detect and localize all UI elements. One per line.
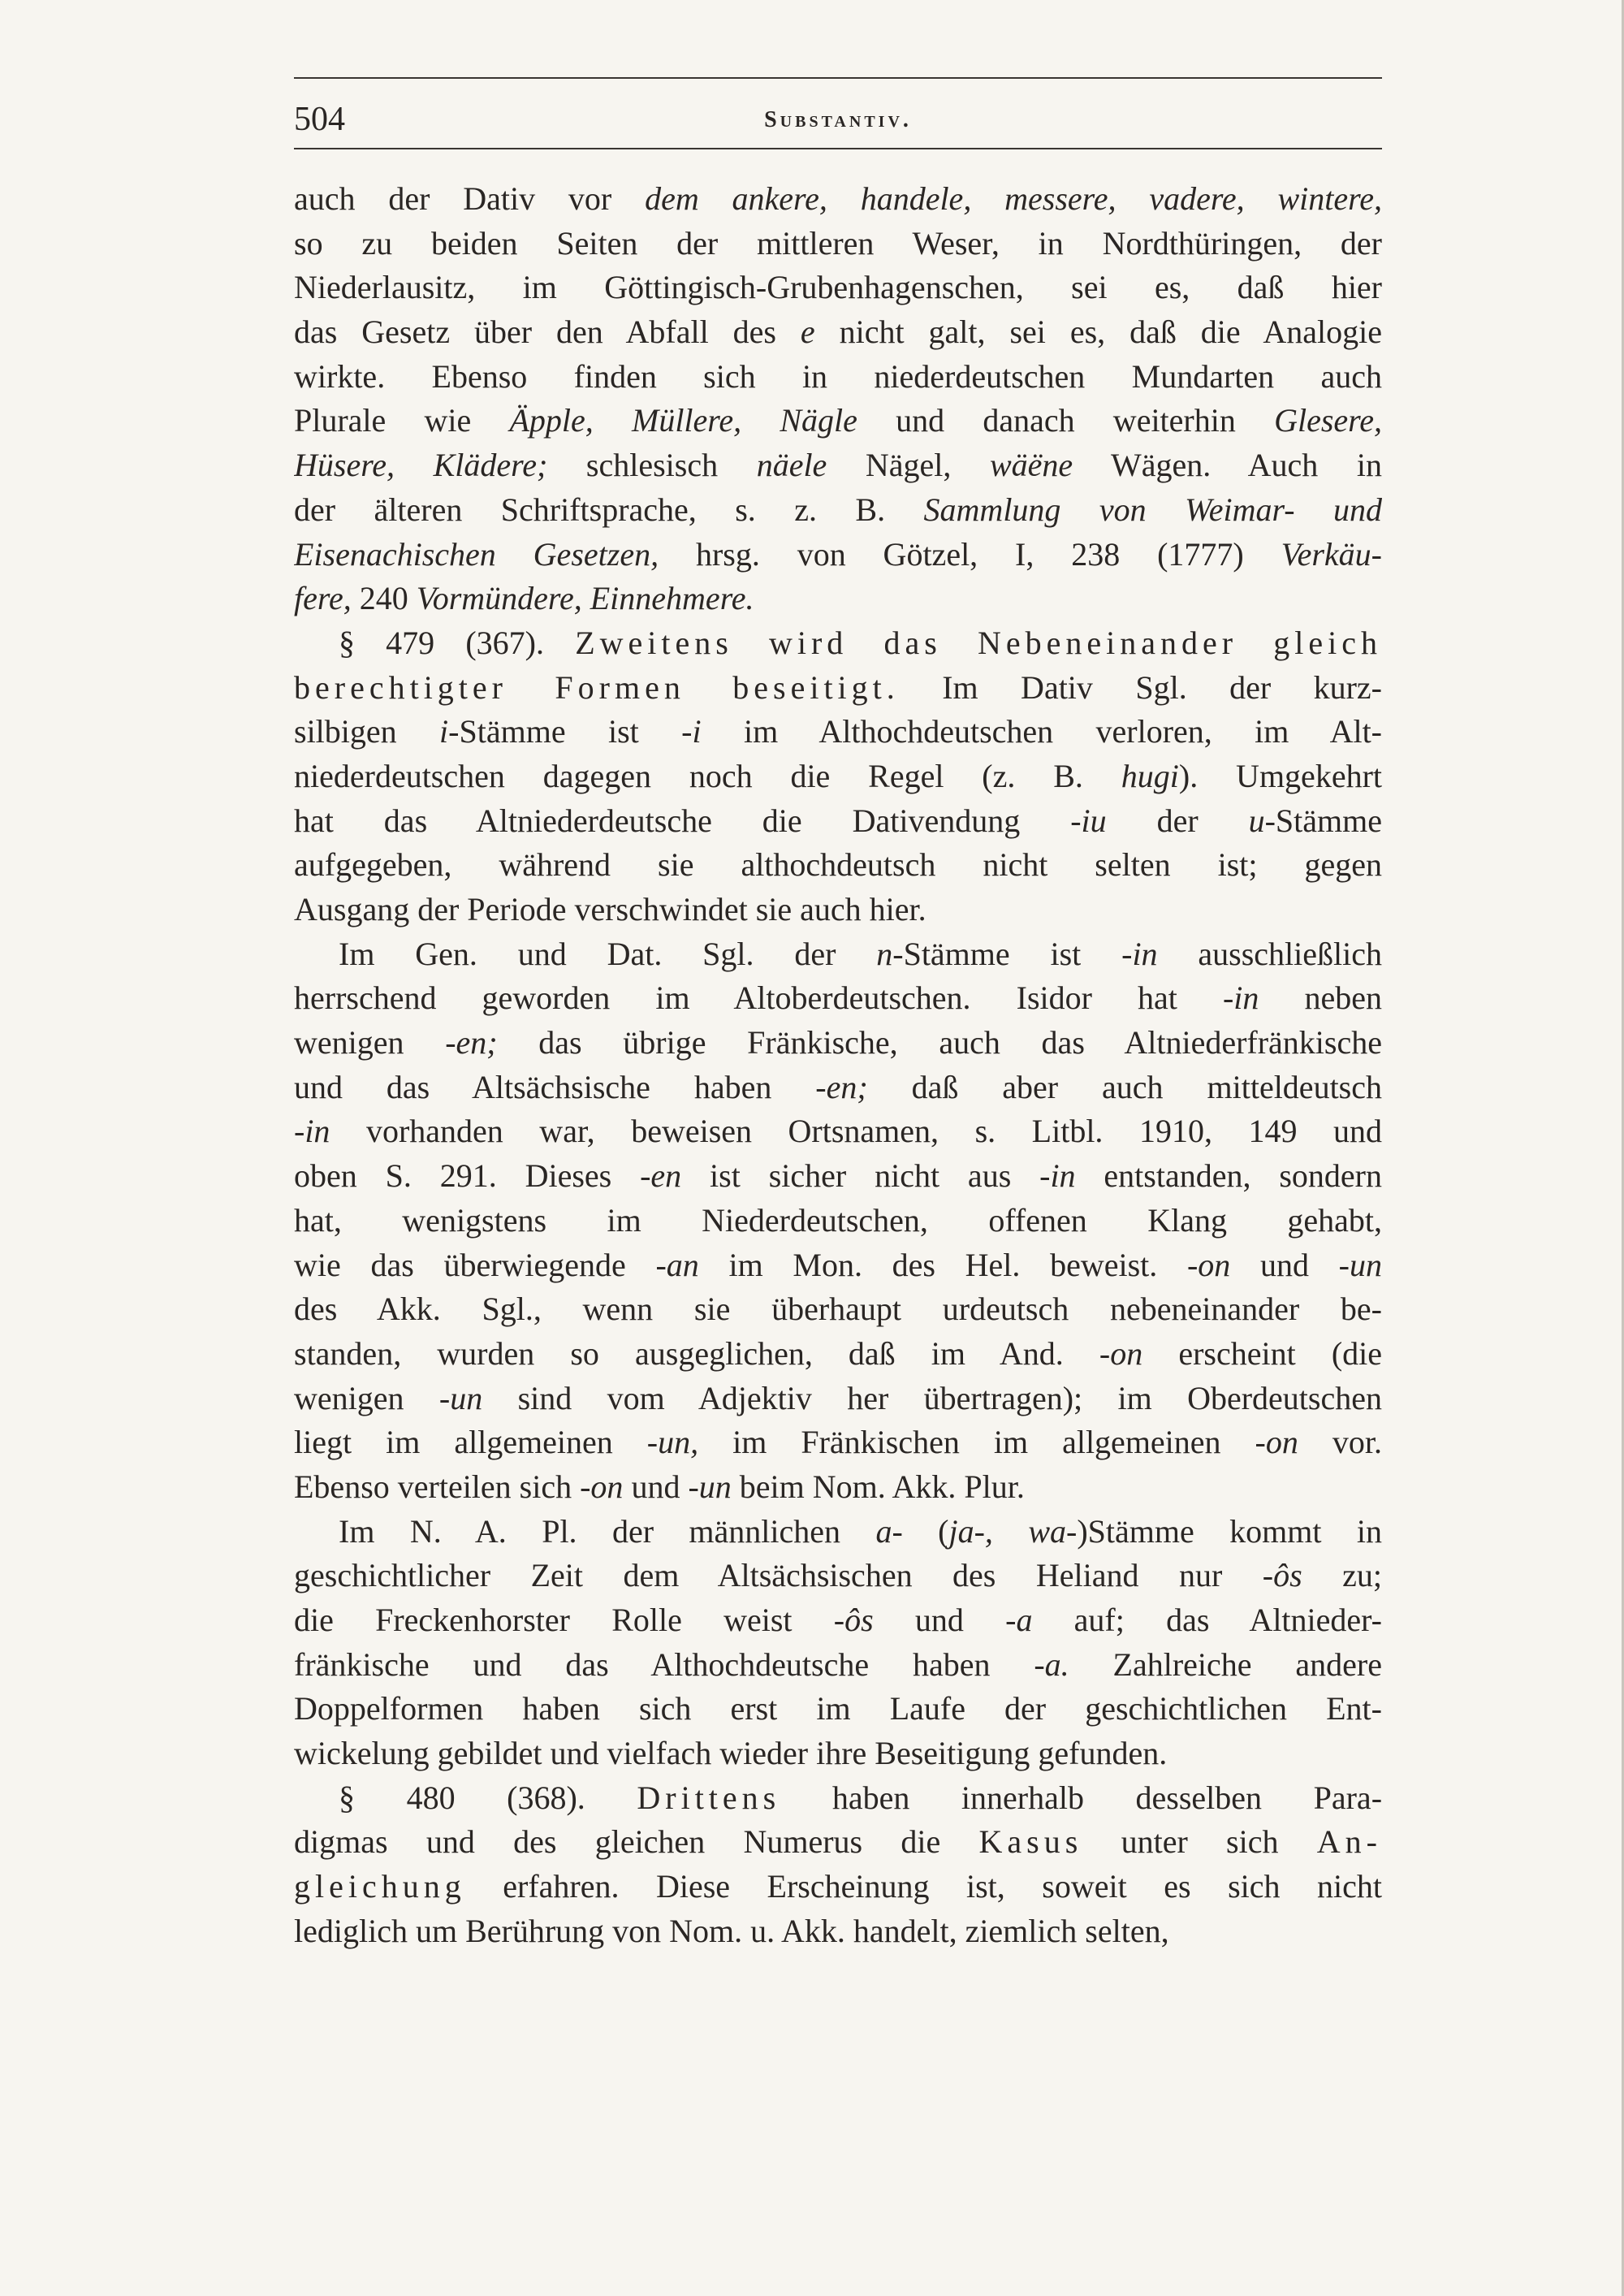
italic-segment: -on — [1099, 1334, 1143, 1372]
text-segment: silbigen — [294, 713, 440, 750]
text-line — [294, 1732, 1382, 1776]
italic-segment: -un, — [646, 1424, 699, 1461]
text-line — [294, 976, 1382, 1021]
text-segment: Im N. A. Pl. der männlichen — [339, 1512, 876, 1550]
italic-segment: -ôs — [1262, 1557, 1302, 1594]
italic-segment: -un — [688, 1468, 732, 1505]
text-segment: aufgegeben, während sie althochdeutsch nicht selten ist; gegen — [294, 846, 1382, 884]
italic-segment: -ôs — [833, 1602, 874, 1638]
text-segment: das Gesetz über den Abfall des — [294, 313, 801, 351]
italic-segment: e — [800, 313, 815, 351]
text-segment: ( — [902, 1512, 949, 1550]
text-line — [294, 310, 1382, 355]
italic-segment: -en; — [445, 1024, 498, 1062]
spaced-segment: Drittens — [637, 1779, 781, 1816]
text-segment: herrschend geworden im Altoberdeutschen. Isidor hat — [294, 979, 1223, 1017]
text-line — [294, 932, 1382, 977]
text-line — [294, 843, 1382, 888]
running-head: Substantiv. — [764, 107, 912, 132]
text-segment: sind vom Adjektiv her übertragen); im Oberdeutschen — [482, 1379, 1382, 1416]
italic-segment: Hüsere, Klädere; — [294, 447, 548, 484]
text-line — [294, 577, 1382, 621]
italic-segment: Eisenachischen Gesetzen, — [294, 535, 659, 573]
page-header — [294, 96, 1382, 141]
text-segment: des Akk. Sgl., wenn sie überhaupt urdeutsch nebeneinander be- — [294, 1291, 1382, 1328]
text-segment: -Stämme ist — [448, 713, 682, 750]
text-segment: wirkte. Ebenso finden sich in niederdeutschen Mundarten auch — [294, 357, 1382, 395]
text-segment: Zahlreiche andere — [1069, 1645, 1382, 1683]
text-line — [294, 1465, 1382, 1510]
italic-segment: -en; — [815, 1068, 868, 1105]
text-segment: oben S. 291. Dieses — [294, 1157, 641, 1195]
text-line — [294, 666, 1382, 711]
italic-segment: Sammlung von Weimar- und — [923, 491, 1382, 528]
italic-segment: -in — [1039, 1157, 1076, 1195]
text-segment: Nägel, — [827, 447, 990, 484]
text-segment: Wägen. Auch in — [1073, 447, 1382, 484]
italic-segment: -i — [681, 713, 702, 750]
text-segment: ). Umgekehrt — [1178, 757, 1382, 794]
italic-segment: -a. — [1034, 1645, 1069, 1683]
text-segment: und — [1230, 1246, 1339, 1283]
italic-segment: näele — [756, 447, 827, 484]
text-line — [294, 1865, 1382, 1909]
italic-segment: fere, — [294, 580, 352, 617]
text-line — [294, 1776, 1382, 1821]
text-line — [294, 1510, 1382, 1554]
text-segment: haben innerhalb desselben Para- — [780, 1779, 1382, 1816]
text-segment: erfahren. Diese Erscheinung ist, soweit es sich nicht — [465, 1868, 1382, 1905]
text-segment: schlesisch — [547, 447, 757, 484]
text-segment: unter sich — [1082, 1823, 1317, 1861]
spaced-segment: Zweitens wird das Nebeneinander gleich — [575, 624, 1382, 661]
text-segment: Niederlausitz, im Göttingisch-Grubenhagenschen, sei es, daß hier — [294, 269, 1382, 306]
text-segment: wie das überwiegende — [294, 1246, 656, 1283]
text-line — [294, 1598, 1382, 1643]
text-segment: Im Gen. und Dat. Sgl. der — [339, 935, 877, 972]
text-line — [294, 266, 1382, 310]
text-line — [294, 399, 1382, 443]
text-line — [294, 888, 1382, 932]
text-line — [294, 755, 1382, 799]
spaced-segment: berechtigter Formen beseitigt. — [294, 668, 900, 706]
italic-segment: Verkäu- — [1281, 535, 1382, 573]
text-segment: so zu beiden Seiten der mittleren Weser, in Nordthüringen, der — [294, 224, 1382, 262]
text-segment: vorhanden war, beweisen Ortsnamen, s. Litbl. 1910, 149 und — [330, 1113, 1382, 1150]
italic-segment: -iu — [1070, 802, 1107, 839]
text-line — [294, 1332, 1382, 1377]
italic-segment: -in — [1222, 979, 1259, 1017]
text-line — [294, 1199, 1382, 1243]
italic-segment: -in — [1121, 935, 1158, 972]
text-line — [294, 1109, 1382, 1154]
italic-segment: n — [876, 935, 893, 972]
text-segment: ist sicher nicht aus — [681, 1157, 1040, 1195]
text-segment: wenigen — [294, 1379, 439, 1416]
italic-segment: dem ankere, handele, messere, vadere, wintere, — [645, 180, 1382, 217]
top-rule — [294, 77, 1382, 79]
text-segment: beim Nom. Akk. Plur. — [731, 1468, 1025, 1505]
italic-segment: -an — [655, 1246, 699, 1283]
text-segment: standen, wurden so ausgeglichen, daß im And. — [294, 1334, 1099, 1372]
text-segment: hat das Altniederdeutsche die Dativendung — [294, 802, 1071, 839]
text-segment: die Freckenhorster Rolle weist — [294, 1602, 834, 1638]
text-segment: und — [873, 1602, 1006, 1638]
body-text — [294, 177, 1382, 1954]
text-segment: das übrige Fränkische, auch das Altniederfränkische — [497, 1024, 1382, 1062]
text-line — [294, 1420, 1382, 1465]
text-segment: 240 — [351, 580, 417, 617]
text-segment: § 479 (367). — [339, 624, 576, 661]
text-segment: im Mon. des Hel. beweist. — [698, 1246, 1187, 1283]
text-segment: daß aber auch mitteldeutsch — [867, 1068, 1382, 1105]
text-line — [294, 177, 1382, 222]
spaced-segment: Kasus — [978, 1823, 1083, 1861]
text-line — [294, 1287, 1382, 1332]
spaced-segment: gleichung — [294, 1868, 466, 1905]
italic-segment: Vormündere, Einnehmere. — [416, 580, 754, 617]
text-line — [294, 710, 1382, 755]
text-segment: wenigen — [294, 1024, 446, 1062]
italic-segment: Glesere, — [1274, 402, 1382, 439]
text-segment: Ausgang der Periode verschwindet sie auch hier. — [294, 891, 926, 927]
text-segment: neben — [1259, 979, 1382, 1017]
text-line — [294, 1687, 1382, 1732]
italic-segment: -on — [1255, 1424, 1298, 1461]
italic-segment: -en — [640, 1157, 682, 1195]
text-segment: entstanden, sondern — [1075, 1157, 1382, 1195]
italic-segment: -un — [1338, 1246, 1382, 1283]
italic-segment: -a — [1005, 1602, 1033, 1638]
italic-segment: wäëne — [989, 447, 1073, 484]
text-segment: nicht galt, sei es, daß die Analogie — [814, 313, 1382, 351]
header-rule — [294, 148, 1382, 149]
italic-segment: -un — [438, 1379, 483, 1416]
text-segment: hrsg. von Götzel, I, 238 (1777) — [659, 535, 1281, 573]
text-segment: Im Dativ Sgl. der kurz- — [899, 668, 1382, 706]
text-segment: auch der Dativ vor — [294, 180, 646, 217]
text-segment: der älteren Schriftsprache, s. z. B. — [294, 491, 924, 528]
page-number: 504 — [294, 101, 345, 138]
text-line — [294, 1377, 1382, 1421]
text-segment: und das Altsächsische haben — [294, 1068, 816, 1105]
text-segment: -Stämme ist — [892, 935, 1122, 972]
italic-segment: ja-, wa- — [948, 1512, 1078, 1550]
text-segment: Ebenso verteilen sich — [294, 1468, 581, 1505]
text-segment: hat, wenigstens im Niederdeutschen, offenen Klang gehabt, — [294, 1201, 1382, 1239]
italic-segment: -in — [294, 1113, 330, 1150]
text-segment: und — [623, 1468, 689, 1505]
text-segment: vor. — [1298, 1424, 1382, 1461]
text-line — [294, 1820, 1382, 1865]
text-segment: zu; — [1302, 1557, 1382, 1594]
text-segment: niederdeutschen dagegen noch die Regel (z. B. — [294, 757, 1121, 794]
text-line — [294, 1154, 1382, 1199]
text-line — [294, 1021, 1382, 1066]
text-line — [294, 488, 1382, 533]
text-segment: der — [1106, 802, 1249, 839]
spaced-segment: An- — [1316, 1823, 1382, 1861]
text-line — [294, 1554, 1382, 1598]
text-segment: fränkische und das Althochdeutsche haben — [294, 1645, 1034, 1683]
text-line — [294, 1909, 1382, 1954]
text-line — [294, 533, 1382, 577]
text-segment: Plurale wie — [294, 402, 510, 439]
text-line — [294, 621, 1382, 666]
text-line — [294, 355, 1382, 400]
text-segment: geschichtlicher Zeit dem Altsächsischen des Heliand nur — [294, 1557, 1263, 1594]
italic-segment: hugi — [1121, 757, 1179, 794]
text-segment: )Stämme kommt in — [1077, 1512, 1382, 1550]
text-line — [294, 1243, 1382, 1288]
text-segment: erscheint (die — [1142, 1334, 1382, 1372]
text-segment: im Althochdeutschen verloren, im Alt- — [701, 713, 1382, 750]
text-line — [294, 1643, 1382, 1688]
text-segment: wickelung gebildet und vielfach wieder ihre Beseitigung gefunden. — [294, 1735, 1168, 1772]
italic-segment: a- — [875, 1512, 903, 1550]
text-segment: § 480 (368). — [339, 1779, 637, 1816]
italic-segment: Äpple, Müllere, Nägle — [509, 402, 857, 439]
italic-segment: u — [1248, 802, 1265, 839]
text-segment: auf; das Altnieder- — [1032, 1602, 1382, 1638]
italic-segment: i — [439, 713, 449, 750]
text-line — [294, 799, 1382, 844]
text-segment: liegt im allgemeinen — [294, 1424, 647, 1461]
text-line — [294, 222, 1382, 266]
italic-segment: -on — [1186, 1246, 1231, 1283]
text-segment: -Stämme — [1264, 802, 1382, 839]
text-segment: und danach weiterhin — [857, 402, 1275, 439]
text-segment: ausschließlich — [1157, 935, 1382, 972]
text-segment: lediglich um Berührung von Nom. u. Akk. handelt, ziemlich selten, — [294, 1912, 1169, 1949]
text-segment: digmas und des gleichen Numerus die — [294, 1823, 979, 1861]
text-line — [294, 1066, 1382, 1110]
italic-segment: -on — [580, 1468, 624, 1505]
text-segment: Doppelformen haben sich erst im Laufe der geschichtlichen Ent- — [294, 1690, 1382, 1727]
text-line — [294, 443, 1382, 488]
text-segment: im Fränkischen im allgemeinen — [698, 1424, 1255, 1461]
